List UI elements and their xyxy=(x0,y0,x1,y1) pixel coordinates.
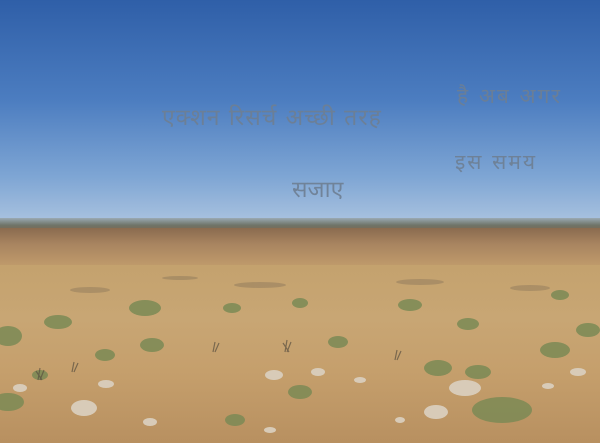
overlay-text-line-1: एक्शन रिसर्च अच्छी तरह xyxy=(162,105,382,131)
overlay-text-line-3: है अब अगर xyxy=(457,84,562,108)
overlay-text-line-2: सजाए xyxy=(292,177,344,203)
overlay-text-line-4: इस समय xyxy=(455,150,538,174)
